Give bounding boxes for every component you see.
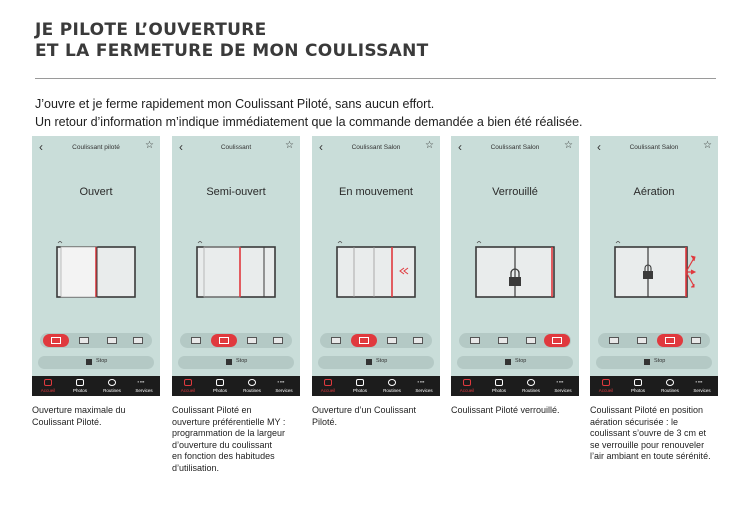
nav-label: Photos bbox=[352, 388, 367, 393]
nav-label: Routines bbox=[103, 388, 121, 393]
home-icon bbox=[324, 379, 332, 386]
services-icon: ▪ ▪▪▪ bbox=[556, 379, 564, 384]
caption-line: en fonction des habitudes bbox=[172, 451, 275, 461]
caption-line: aération sécurisée : le bbox=[590, 416, 679, 427]
page-title-line2: ET LA FERMETURE DE MON COULISSANT bbox=[35, 41, 429, 61]
mode-button-4[interactable] bbox=[405, 334, 431, 347]
routine-icon bbox=[388, 379, 396, 386]
nav-item-routines[interactable] bbox=[515, 376, 547, 396]
window-mode-icon bbox=[552, 337, 562, 344]
nav-item-routines[interactable] bbox=[376, 376, 408, 396]
caption-line: programmation de la largeur bbox=[172, 428, 286, 438]
routine-icon bbox=[527, 379, 535, 386]
divider bbox=[35, 78, 716, 79]
page-title-line1: JE PILOTE L’OUVERTURE bbox=[35, 20, 267, 40]
stop-label: Stop bbox=[96, 358, 108, 364]
device-title: Coulissant bbox=[220, 144, 252, 151]
window-mode-icon bbox=[133, 337, 143, 344]
nav-label: Photos bbox=[630, 388, 645, 393]
star-icon[interactable]: ☆ bbox=[564, 140, 573, 151]
window-illustration bbox=[336, 241, 416, 299]
mode-button-3[interactable] bbox=[379, 334, 405, 347]
stop-button[interactable] bbox=[38, 356, 154, 369]
stop-label: Stop bbox=[376, 358, 388, 364]
stop-icon bbox=[505, 359, 511, 365]
caption-line: d’utilisation. bbox=[172, 462, 220, 473]
window-state-label: Aération bbox=[633, 186, 675, 198]
window-state-label: Semi-ouvert bbox=[206, 186, 266, 198]
nav-label: Services bbox=[554, 388, 572, 393]
caption-line: ouverture préférentielle MY : bbox=[172, 416, 286, 427]
nav-item-services[interactable] bbox=[686, 376, 718, 396]
screen-caption bbox=[451, 405, 586, 417]
screen-caption bbox=[590, 405, 725, 463]
bottom-nav bbox=[590, 376, 718, 396]
nav-item-routines[interactable] bbox=[96, 376, 128, 396]
nav-label: Accueil bbox=[320, 388, 336, 393]
app-header bbox=[451, 136, 579, 158]
device-title: Coulissant Salon bbox=[629, 144, 679, 151]
screen-caption bbox=[172, 405, 307, 474]
caption-line: se verrouille pour renouveler bbox=[590, 439, 705, 450]
camera-icon bbox=[495, 379, 503, 386]
intro-line1: J’ouvre et je ferme rapidement mon Coulissant Piloté, sans aucun effort. bbox=[35, 97, 435, 111]
device-title: Coulissant Salon bbox=[490, 144, 540, 151]
mode-button-1[interactable] bbox=[462, 334, 488, 347]
window-mode-icon bbox=[470, 337, 480, 344]
window-mode-icon bbox=[387, 337, 397, 344]
nav-label: Accueil bbox=[459, 388, 475, 393]
mode-button-2[interactable] bbox=[490, 334, 516, 347]
phone-screen bbox=[32, 136, 160, 396]
nav-label: Routines bbox=[383, 388, 401, 393]
nav-item-services[interactable] bbox=[547, 376, 579, 396]
camera-icon bbox=[216, 379, 224, 386]
chevron-left-icon[interactable]: ‹ bbox=[39, 140, 43, 154]
nav-label: Accueil bbox=[598, 388, 614, 393]
window-mode-icon bbox=[413, 337, 423, 344]
mode-button-1[interactable] bbox=[601, 334, 627, 347]
home-icon bbox=[463, 379, 471, 386]
routine-icon bbox=[248, 379, 256, 386]
device-title: Coulissant Salon bbox=[351, 144, 401, 151]
caption-line: Ouverture d’un Coulissant bbox=[312, 405, 417, 415]
star-icon[interactable]: ☆ bbox=[285, 140, 294, 151]
phone-screen bbox=[312, 136, 440, 396]
app-header bbox=[32, 136, 160, 158]
stop-icon bbox=[644, 359, 650, 365]
mode-selector bbox=[320, 333, 432, 348]
window-mode-icon bbox=[691, 337, 701, 344]
window-mode-icon bbox=[247, 337, 257, 344]
window-state-label: Ouvert bbox=[79, 186, 113, 198]
caption-line: Coulissant Piloté. bbox=[32, 416, 102, 427]
caption-line: coulissant s’ouvre de 3 cm et bbox=[590, 428, 707, 438]
nav-item-home[interactable] bbox=[312, 376, 344, 396]
nav-label: Accueil bbox=[180, 388, 196, 393]
chevron-left-icon[interactable]: ‹ bbox=[319, 140, 323, 154]
mode-button-2[interactable] bbox=[629, 334, 655, 347]
mode-button-4[interactable] bbox=[683, 334, 709, 347]
home-icon bbox=[184, 379, 192, 386]
mode-button-2[interactable] bbox=[71, 334, 97, 347]
window-mode-icon bbox=[191, 337, 201, 344]
nav-item-photos[interactable] bbox=[344, 376, 376, 396]
mode-button-2[interactable] bbox=[351, 334, 377, 347]
window-illustration bbox=[475, 241, 555, 299]
caption-line: l’air ambiant en toute sérénité. bbox=[590, 451, 711, 461]
chevron-left-icon[interactable]: ‹ bbox=[458, 140, 462, 154]
mode-button-4[interactable] bbox=[265, 334, 291, 347]
window-illustration bbox=[56, 241, 136, 299]
nav-label: Photos bbox=[491, 388, 506, 393]
star-icon[interactable]: ☆ bbox=[145, 140, 154, 151]
mode-button-1[interactable] bbox=[43, 334, 69, 347]
nav-item-photos[interactable] bbox=[622, 376, 654, 396]
window-mode-icon bbox=[331, 337, 341, 344]
nav-label: Routines bbox=[243, 388, 261, 393]
caption-line: Coulissant Piloté en bbox=[172, 405, 252, 415]
nav-label: Routines bbox=[661, 388, 679, 393]
page-title bbox=[35, 20, 429, 62]
app-header bbox=[590, 136, 718, 158]
services-icon: ▪ ▪▪▪ bbox=[137, 379, 145, 384]
screen-caption bbox=[32, 405, 167, 428]
stop-icon bbox=[226, 359, 232, 365]
window-mode-icon bbox=[359, 337, 369, 344]
nav-item-photos[interactable] bbox=[204, 376, 236, 396]
stop-label: Stop bbox=[236, 358, 248, 364]
nav-item-routines[interactable] bbox=[236, 376, 268, 396]
window-illustration bbox=[614, 241, 694, 299]
device-title: Coulissant piloté bbox=[72, 144, 120, 151]
bottom-nav bbox=[172, 376, 300, 396]
stop-button[interactable] bbox=[457, 356, 573, 369]
screen-caption bbox=[312, 405, 447, 428]
home-icon bbox=[602, 379, 610, 386]
bottom-nav bbox=[32, 376, 160, 396]
window-state-label: En mouvement bbox=[339, 186, 413, 198]
mode-selector bbox=[180, 333, 292, 348]
window-state-label: Verrouillé bbox=[492, 186, 538, 198]
nav-item-services[interactable] bbox=[128, 376, 160, 396]
stop-label: Stop bbox=[515, 358, 527, 364]
nav-item-routines[interactable] bbox=[654, 376, 686, 396]
caption-line: Ouverture maximale du bbox=[32, 405, 126, 415]
bottom-nav bbox=[312, 376, 440, 396]
bottom-nav bbox=[451, 376, 579, 396]
intro-text bbox=[35, 95, 583, 131]
star-icon[interactable]: ☆ bbox=[425, 140, 434, 151]
mode-selector bbox=[40, 333, 152, 348]
window-mode-icon bbox=[219, 337, 229, 344]
phone-screen bbox=[172, 136, 300, 396]
mode-selector bbox=[598, 333, 710, 348]
phone-screen bbox=[590, 136, 718, 396]
window-mode-icon bbox=[609, 337, 619, 344]
stop-button[interactable] bbox=[596, 356, 712, 369]
stop-icon bbox=[366, 359, 372, 365]
nav-label: Accueil bbox=[40, 388, 56, 393]
nav-item-home[interactable] bbox=[451, 376, 483, 396]
caption-line: Coulissant Piloté verrouillé. bbox=[451, 405, 560, 415]
nav-item-home[interactable] bbox=[172, 376, 204, 396]
stop-label: Stop bbox=[654, 358, 666, 364]
phone-screen bbox=[451, 136, 579, 396]
camera-icon bbox=[634, 379, 642, 386]
window-mode-icon bbox=[637, 337, 647, 344]
routine-icon bbox=[108, 379, 116, 386]
nav-item-services[interactable] bbox=[408, 376, 440, 396]
mode-button-3[interactable] bbox=[518, 334, 544, 347]
nav-label: Services bbox=[275, 388, 293, 393]
caption-line: d’ouverture du coulissant bbox=[172, 439, 273, 450]
mode-button-1[interactable] bbox=[323, 334, 349, 347]
mode-button-2[interactable] bbox=[211, 334, 237, 347]
stop-button[interactable] bbox=[178, 356, 294, 369]
app-header bbox=[172, 136, 300, 158]
nav-item-photos[interactable] bbox=[64, 376, 96, 396]
intro-line2: Un retour d’information m’indique immédiatement que la commande demandée a bien été réalisée. bbox=[35, 115, 583, 129]
caption-line: Coulissant Piloté en position bbox=[590, 405, 704, 415]
nav-item-home[interactable] bbox=[32, 376, 64, 396]
app-header bbox=[312, 136, 440, 158]
mode-button-4[interactable] bbox=[125, 334, 151, 347]
window-mode-icon bbox=[273, 337, 283, 344]
camera-icon bbox=[356, 379, 364, 386]
mode-selector bbox=[459, 333, 571, 348]
nav-item-home[interactable] bbox=[590, 376, 622, 396]
services-icon: ▪ ▪▪▪ bbox=[695, 379, 703, 384]
chevron-left-icon[interactable]: ‹ bbox=[179, 140, 183, 154]
nav-label: Photos bbox=[212, 388, 227, 393]
window-mode-icon bbox=[498, 337, 508, 344]
camera-icon bbox=[76, 379, 84, 386]
stop-button[interactable] bbox=[318, 356, 434, 369]
window-mode-icon bbox=[665, 337, 675, 344]
mode-button-4[interactable] bbox=[544, 334, 570, 347]
stop-icon bbox=[86, 359, 92, 365]
nav-label: Services bbox=[415, 388, 433, 393]
window-mode-icon bbox=[526, 337, 536, 344]
caption-line: Piloté. bbox=[312, 416, 338, 427]
window-illustration bbox=[196, 241, 276, 299]
mode-button-3[interactable] bbox=[99, 334, 125, 347]
home-icon bbox=[44, 379, 52, 386]
window-mode-icon bbox=[51, 337, 61, 344]
services-icon: ▪ ▪▪▪ bbox=[417, 379, 425, 384]
nav-label: Photos bbox=[72, 388, 87, 393]
mode-button-3[interactable] bbox=[239, 334, 265, 347]
routine-icon bbox=[666, 379, 674, 386]
window-mode-icon bbox=[79, 337, 89, 344]
window-mode-icon bbox=[107, 337, 117, 344]
star-icon[interactable]: ☆ bbox=[703, 140, 712, 151]
nav-label: Services bbox=[135, 388, 153, 393]
nav-item-services[interactable] bbox=[268, 376, 300, 396]
mode-button-3[interactable] bbox=[657, 334, 683, 347]
nav-label: Services bbox=[693, 388, 711, 393]
services-icon: ▪ ▪▪▪ bbox=[277, 379, 285, 384]
nav-label: Routines bbox=[522, 388, 540, 393]
nav-item-photos[interactable] bbox=[483, 376, 515, 396]
chevron-left-icon[interactable]: ‹ bbox=[597, 140, 601, 154]
mode-button-1[interactable] bbox=[183, 334, 209, 347]
